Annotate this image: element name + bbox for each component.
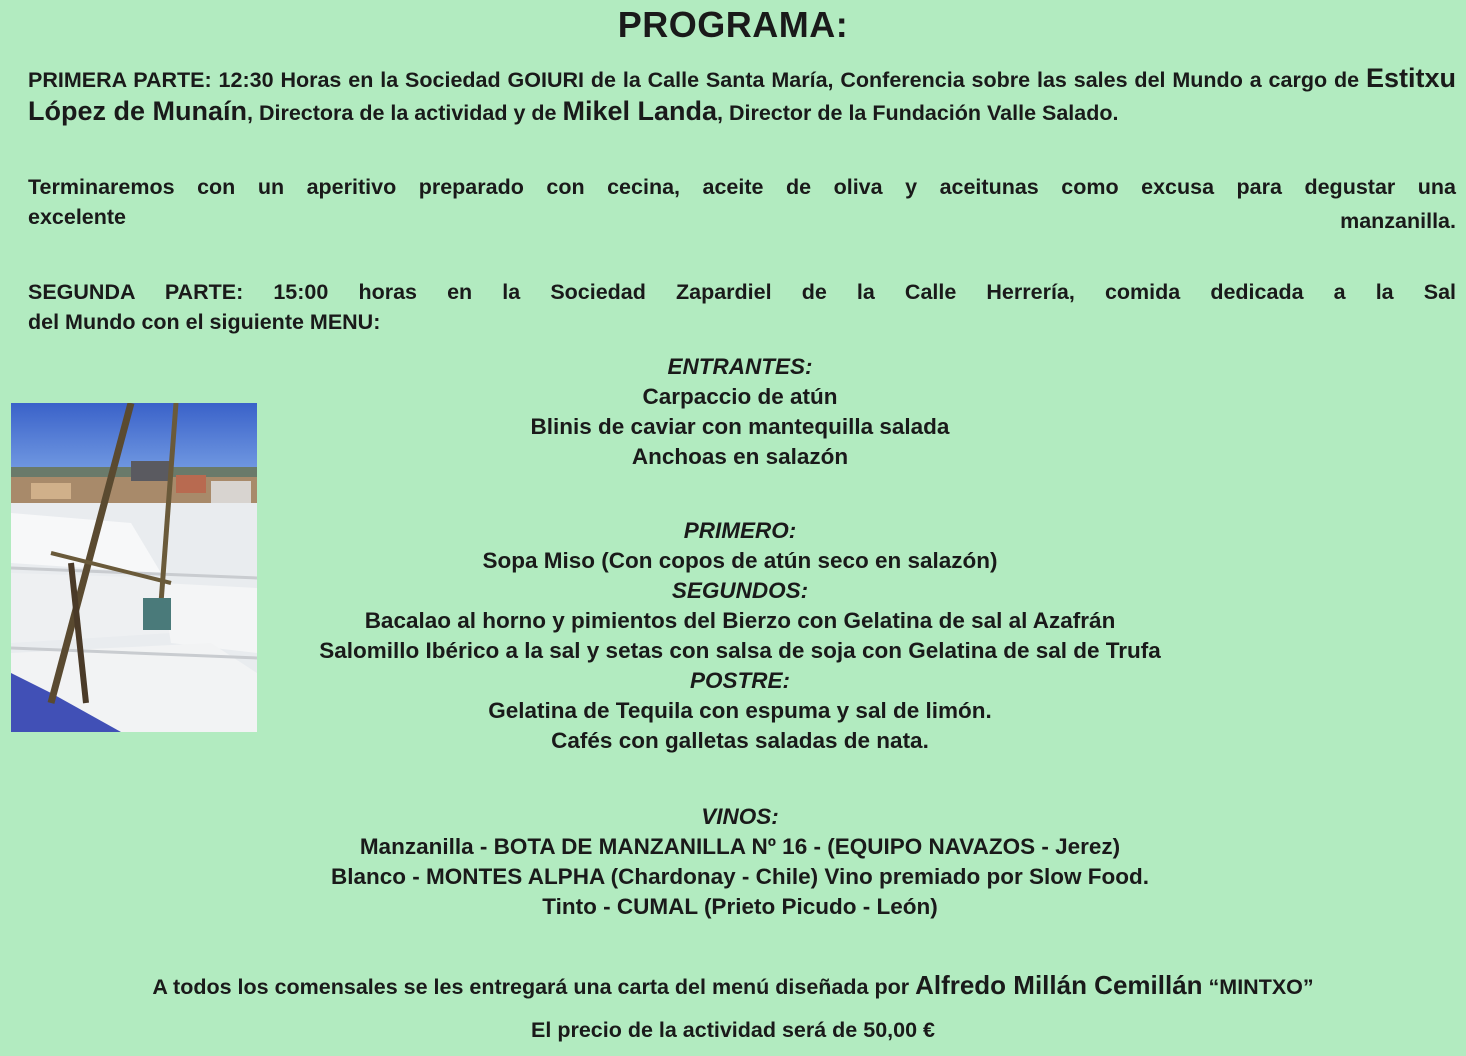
carta-note xyxy=(0,970,1466,1001)
speaker-name-2: Mikel Landa xyxy=(562,96,718,126)
menu-item: Anchoas en salazón xyxy=(631,444,849,469)
menu-item: Salomillo Ibérico a la sal y setas con salsa de soja con Gelatina de sal de Trufa xyxy=(319,638,1161,663)
entrantes-title: ENTRANTES: xyxy=(667,354,813,379)
menu-item: Carpaccio de atún xyxy=(642,384,838,409)
wine-item: Tinto - CUMAL (Prieto Picudo - León) xyxy=(542,894,938,919)
primera-parte-paragraph xyxy=(28,63,1456,129)
wine-item: Blanco - MONTES ALPHA (Chardonay - Chile) Vino premiado por Slow Food. xyxy=(331,864,1149,889)
segunda-parte-line-1: SEGUNDA PARTE: 15:00 horas en la Sociedad Zapardiel de la Calle Herrería, comida dedicada a la Sal xyxy=(28,280,1456,304)
speaker-name-1: Estitxu López de Munaín xyxy=(28,63,1456,126)
menu-item: Blinis de caviar con mantequilla salada xyxy=(530,414,950,439)
postre-title: POSTRE: xyxy=(689,668,790,693)
salt-flats-image xyxy=(11,403,257,732)
carta-nickname: “MINTXO” xyxy=(1202,975,1314,999)
aperitivo-paragraph xyxy=(28,172,1456,232)
menu-item: Sopa Miso (Con copos de atún seco en salazón) xyxy=(482,548,998,573)
price-note: El precio de la actividad será de 50,00 € xyxy=(531,1018,935,1042)
segundos-title: SEGUNDOS: xyxy=(671,578,809,603)
carta-text: A todos los comensales se les entregará una carta del menú diseñada por xyxy=(152,975,916,999)
page-title: PROGRAMA: xyxy=(617,4,849,45)
menu-vinos xyxy=(260,802,1220,922)
menu-item: Cafés con galletas saladas de nata. xyxy=(551,728,929,753)
primero-title: PRIMERO: xyxy=(683,518,797,543)
carta-author: Alfredo Millán Cemillán xyxy=(915,970,1203,1000)
menu-entrantes xyxy=(260,352,1220,472)
segunda-parte-line-2: del Mundo con el siguiente MENU: xyxy=(28,310,381,334)
menu-item: Gelatina de Tequila con espuma y sal de limón. xyxy=(488,698,992,723)
salt-flats-photo xyxy=(11,403,257,732)
primera-parte-text-2: , Directora de la actividad y de xyxy=(247,101,563,125)
aperitivo-left-word: excelente xyxy=(28,205,127,229)
vinos-title: VINOS: xyxy=(701,804,779,829)
segunda-parte-paragraph xyxy=(28,277,1456,337)
aperitivo-line-1: Terminaremos con un aperitivo preparado con cecina, aceite de oliva y aceitunas como excusa para degustar una xyxy=(28,175,1456,199)
primera-parte-text-1: : 12:30 Horas en la Sociedad GOIURI de la Calle Santa María, Conferencia sobre las sales del Mundo a cargo de xyxy=(204,68,1366,92)
aperitivo-right-word: manzanilla. xyxy=(1340,209,1456,233)
primera-parte-label: PRIMERA PARTE xyxy=(28,68,205,92)
wine-item: Manzanilla - BOTA DE MANZANILLA Nº 16 - (EQUIPO NAVAZOS - Jerez) xyxy=(359,834,1121,859)
menu-item: Bacalao al horno y pimientos del Bierzo con Gelatina de sal al Azafrán xyxy=(364,608,1116,633)
menu-platos xyxy=(260,516,1220,756)
aperitivo-line-2 xyxy=(28,202,1456,232)
primera-parte-text-3: , Director de la Fundación Valle Salado. xyxy=(717,101,1119,125)
